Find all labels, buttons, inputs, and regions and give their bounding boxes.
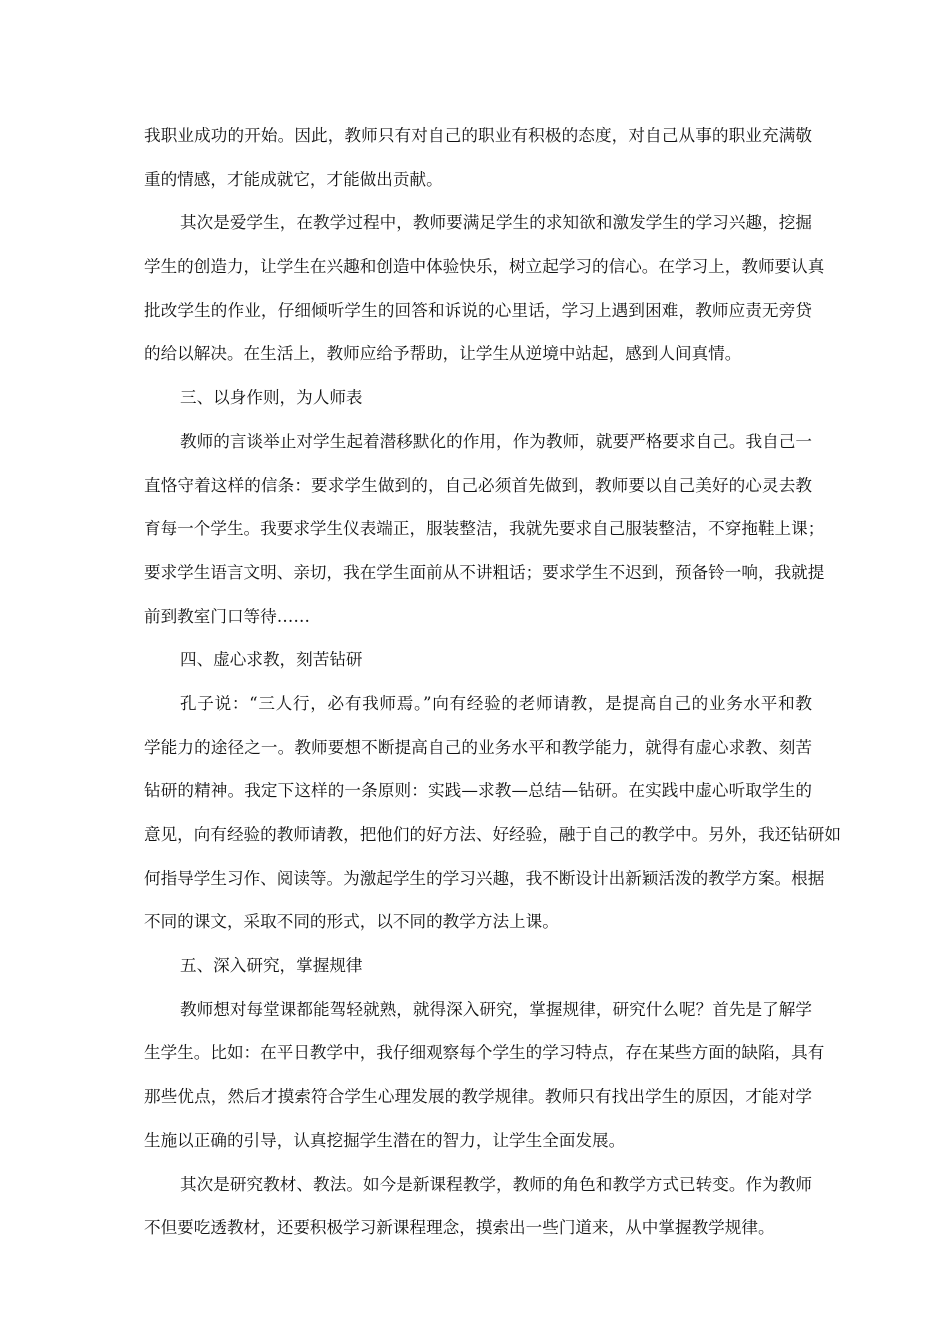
text-line: 我职业成功的开始。因此，教师只有对自己的职业有积极的态度，对自己从事的职业充满敬 <box>144 126 812 145</box>
text-line: 教师想对每堂课都能驾轻就熟，就得深入研究，掌握规律，研究什么呢？首先是了解学 <box>180 999 812 1019</box>
section-heading: 五、深入研究，掌握规律 <box>180 956 363 976</box>
text-line: 其次是研究教材、教法。如今是新课程教学，教师的角色和教学方式已转变。作为教师 <box>180 1174 812 1194</box>
text-line: 直恪守着这样的信条：要求学生做到的，自己必须首先做到，教师要以自己美好的心灵去教 <box>144 475 812 495</box>
text-line: 重的情感，才能成就它，才能做出贡献。 <box>144 169 443 189</box>
text-line: 生施以正确的引导，认真挖掘学生潜在的智力，让学生全面发展。 <box>144 1130 626 1150</box>
text-line: 教师的言谈举止对学生起着潜移默化的作用，作为教师，就要严格要求自己。我自己一 <box>180 431 812 451</box>
text-line: 要求学生语言文明、亲切，我在学生面前从不讲粗话；要求学生不迟到，预备铃一响，我就提 <box>144 562 825 582</box>
text-line: 生学生。比如：在平日教学中，我仔细观察每个学生的学习特点，存在某些方面的缺陷，具有 <box>144 1043 825 1063</box>
text-line: 孔子说：“三人行，必有我师焉。”向有经验的老师请教，是提高自己的业务水平和教 <box>180 693 812 713</box>
text-line: 何指导学生习作、阅读等。为激起学生的学习兴趣，我不断设计出新颖活泼的教学方案。根据 <box>144 868 825 888</box>
text-line: 不但要吃透教材，还要积极学习新课程理念，摸索出一些门道来，从中掌握教学规律。 <box>144 1218 775 1238</box>
text-line: 其次是爱学生，在教学过程中，教师要满足学生的求知欲和激发学生的学习兴趣，挖掘 <box>180 213 812 233</box>
text-line: 前到教室门口等待…… <box>144 606 310 626</box>
text-line: 钻研的精神。我定下这样的一条原则：实践—求教—总结—钻研。在实践中虚心听取学生的 <box>144 781 812 801</box>
text-line: 批改学生的作业，仔细倾听学生的回答和诉说的心里话，学习上遇到困难，教师应责无旁贷 <box>144 300 812 320</box>
text-line: 学能力的途径之一。教师要想不断提高自己的业务水平和教学能力，就得有虚心求教、刻苦 <box>144 737 812 757</box>
text-line: 学生的创造力，让学生在兴趣和创造中体验快乐，树立起学习的信心。在学习上，教师要认真 <box>144 257 825 277</box>
text-line: 育每一个学生。我要求学生仪表端正，服装整洁，我就先要求自己服装整洁，不穿拖鞋上课； <box>144 519 825 539</box>
text-line: 那些优点，然后才摸索符合学生心理发展的教学规律。教师只有找出学生的原因，才能对学 <box>144 1087 812 1107</box>
section-heading: 四、虚心求教，刻苦钻研 <box>180 650 363 670</box>
document-page <box>144 122 841 1258</box>
text-line: 的给以解决。在生活上，教师应给予帮助，让学生从逆境中站起，感到人间真情。 <box>144 344 742 364</box>
text-line: 意见，向有经验的教师请教，把他们的好方法、好经验，融于自己的教学中。另外，我还钻研如 <box>144 825 841 844</box>
section-heading: 三、以身作则，为人师表 <box>180 388 363 408</box>
text-line: 不同的课文，采取不同的形式，以不同的教学方法上课。 <box>144 912 559 932</box>
